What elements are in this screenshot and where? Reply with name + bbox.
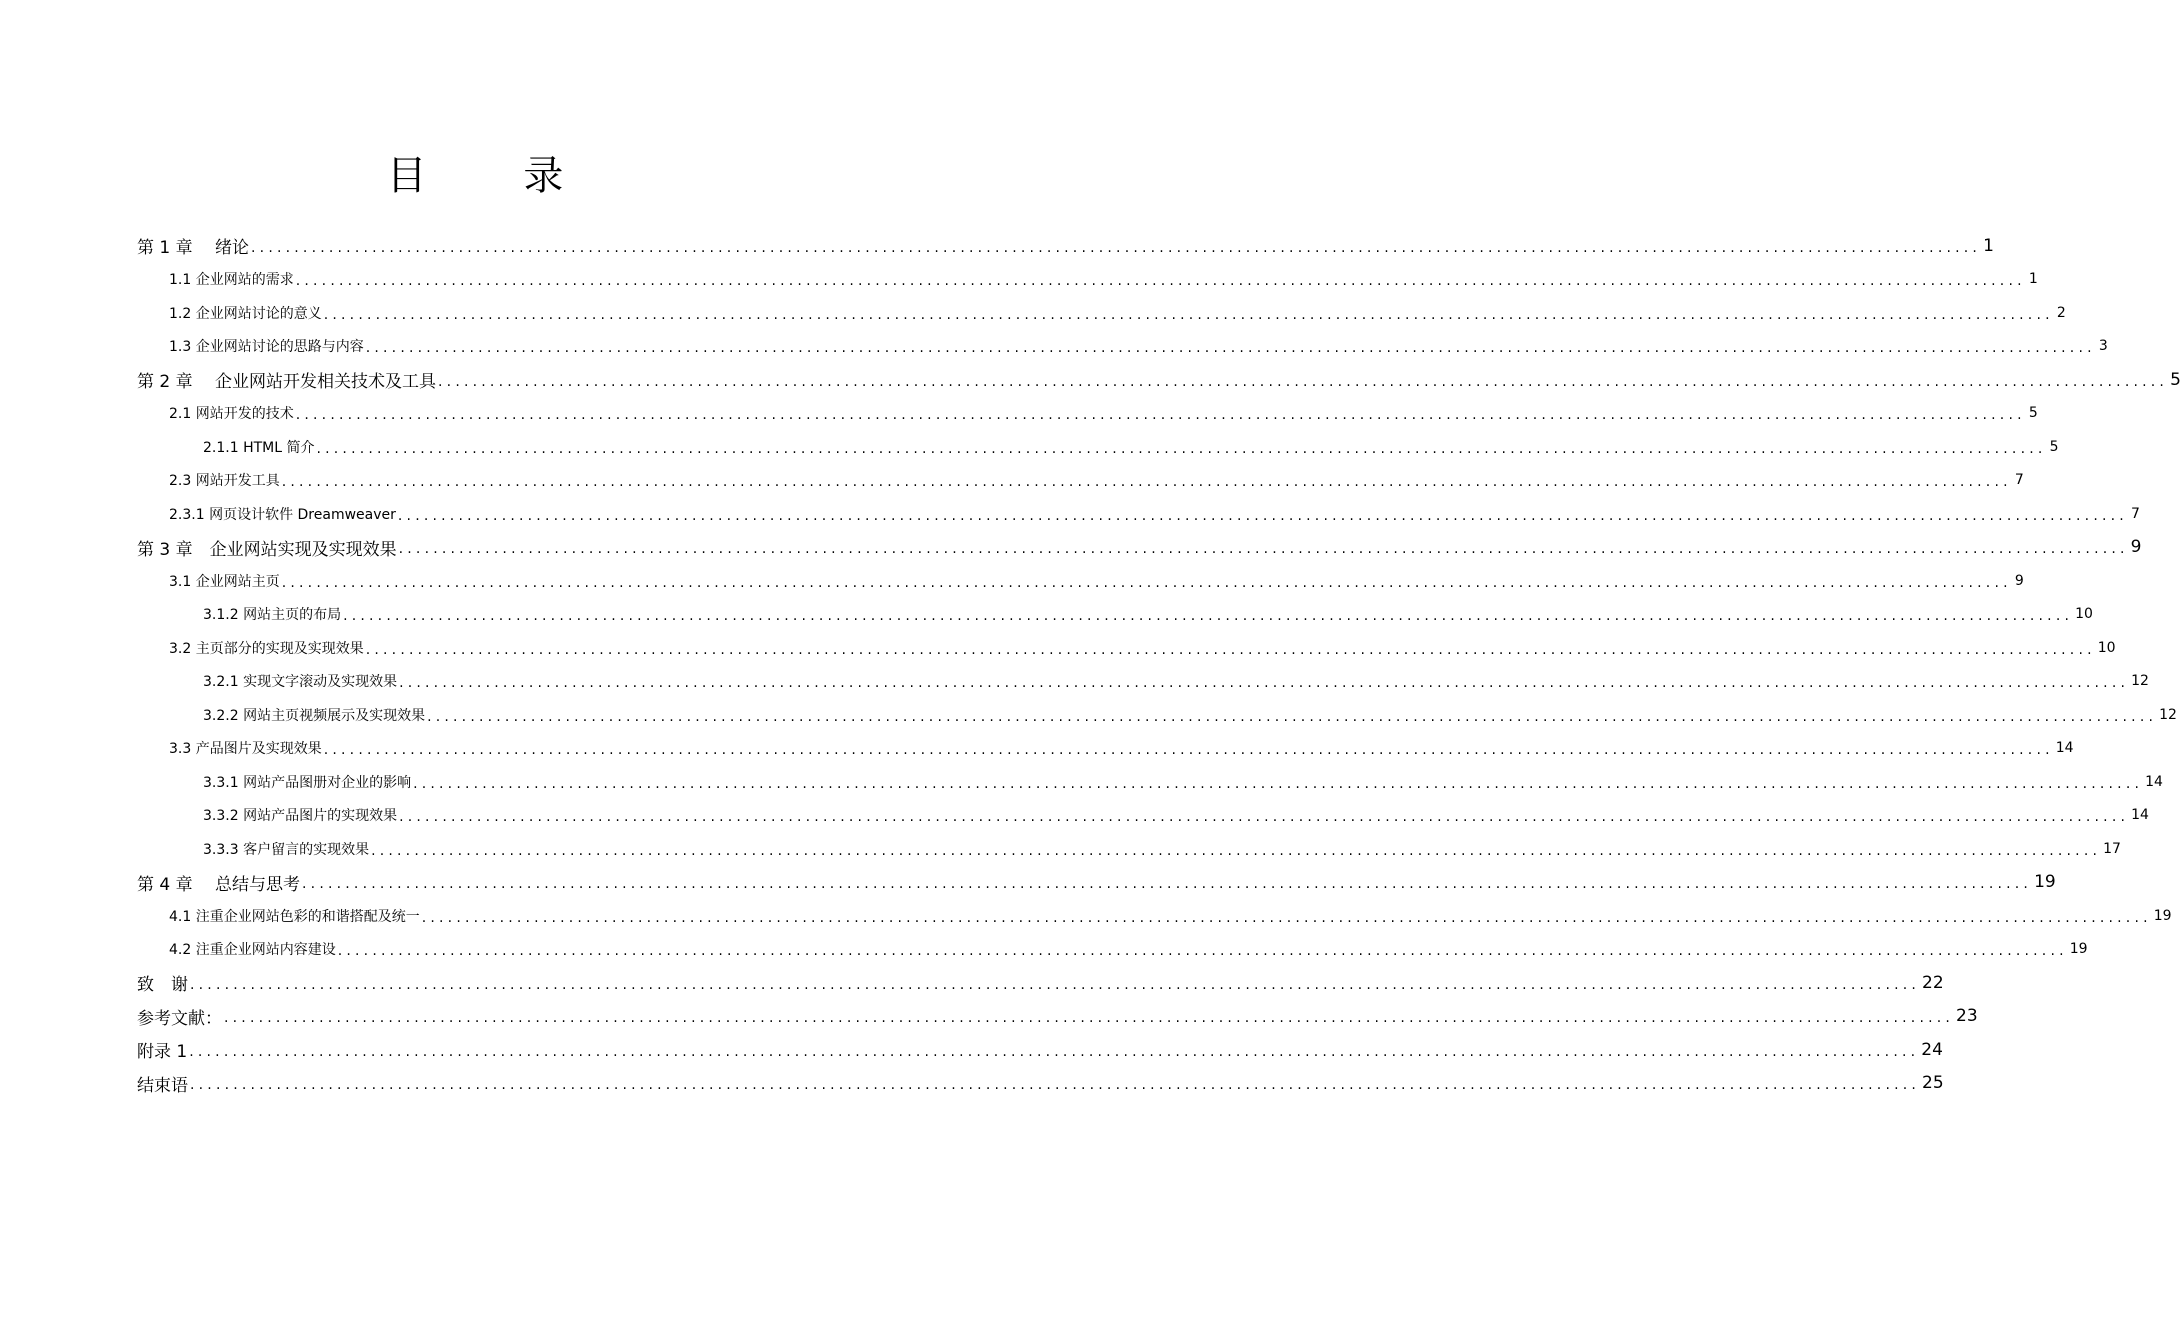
toc-page-number: 5 <box>2028 405 2038 422</box>
toc-entry[interactable] <box>137 832 2121 866</box>
toc-leader-dots: ........................................................................................................................................................................................................ <box>224 1010 1955 1027</box>
toc-leader-dots: ........................................................................................................................................................................................................ <box>323 742 2054 759</box>
toc-page-number: 19 <box>2153 907 2172 924</box>
toc-entry-text: 3.2 主页部分的实现及实现效果 <box>169 638 366 658</box>
toc-leader-dots: ........................................................................................................................................................................................................ <box>399 809 2130 826</box>
toc-entry[interactable] <box>137 263 2038 297</box>
toc-entry[interactable] <box>137 397 2038 431</box>
toc-entry-text: 3.3.1 网站产品图册对企业的影响 <box>203 772 413 792</box>
toc-page-number: 22 <box>1922 972 1944 993</box>
toc-entry-text: 4.1 注重企业网站色彩的和谐搭配及统一 <box>169 906 422 926</box>
toc-leader-dots: ........................................................................................................................................................................................................ <box>421 909 2152 926</box>
toc-entry-text: 第 2 章 企业网站开发相关技术及工具 <box>137 367 438 392</box>
toc-entry-text: 3.1.2 网站主页的布局 <box>203 604 343 624</box>
toc-entry[interactable] <box>137 330 2108 364</box>
toc-entry[interactable] <box>137 631 2116 665</box>
toc-leader-dots: ........................................................................................................................................................................................................ <box>427 708 2158 725</box>
toc-leader-dots: ........................................................................................................................................................................................................ <box>295 273 2026 290</box>
toc-entry-text: 第 4 章 总结与思考 <box>137 870 302 895</box>
toc-entry-text: 1.1 企业网站的需求 <box>169 269 296 289</box>
toc-page-number: 24 <box>1921 1039 1943 1060</box>
toc-page-number: 1 <box>2028 271 2038 288</box>
toc-page-number: 19 <box>2034 872 2056 893</box>
toc-entry[interactable] <box>137 464 2024 498</box>
toc-leader-dots: ........................................................................................................................................................................................................ <box>302 876 2033 893</box>
toc-page-number: 10 <box>2075 606 2093 623</box>
toc-entry[interactable] <box>137 1033 1943 1067</box>
toc-entry[interactable] <box>137 430 2059 464</box>
toc-entry-text: 3.1 企业网站主页 <box>169 571 282 591</box>
toc-leader-dots: ........................................................................................................................................................................................................ <box>190 976 1921 993</box>
toc-entry-text: 2.3 网站开发工具 <box>169 470 282 490</box>
toc-page-number: 9 <box>2130 537 2142 558</box>
toc-leader-dots: ........................................................................................................................................................................................................ <box>371 842 2102 859</box>
toc-page-number: 12 <box>2159 706 2177 723</box>
toc-entry-text: 第 3 章 企业网站实现及实现效果 <box>137 535 399 560</box>
toc-leader-dots: ........................................................................................................................................................................................................ <box>337 943 2068 960</box>
toc-leader-dots: ........................................................................................................................................................................................................ <box>399 675 2130 692</box>
toc-leader-dots: ........................................................................................................................................................................................................ <box>189 1043 1920 1060</box>
toc-entry-text: 2.1 网站开发的技术 <box>169 403 296 423</box>
toc-page-number: 1 <box>1983 235 1994 256</box>
toc-page-number: 19 <box>2069 941 2088 958</box>
toc-leader-dots: ........................................................................................................................................................................................................ <box>398 541 2129 558</box>
toc-page-number: 9 <box>2014 572 2024 589</box>
toc-page-number: 14 <box>2055 740 2074 757</box>
toc-leader-dots: ........................................................................................................................................................................................................ <box>413 775 2144 792</box>
toc-entry-text: 3.2.2 网站主页视频展示及实现效果 <box>203 705 427 725</box>
toc-leader-dots: ........................................................................................................................................................................................................ <box>281 574 2012 591</box>
toc-entry[interactable] <box>137 966 1944 1000</box>
toc-page-number: 5 <box>2170 369 2181 390</box>
toc-leader-dots: ........................................................................................................................................................................................................ <box>397 507 2128 524</box>
toc-leader-dots: ........................................................................................................................................................................................................ <box>438 373 2169 390</box>
toc-entry[interactable] <box>137 665 2149 699</box>
toc-page-number: 10 <box>2097 639 2116 656</box>
toc-page-number: 17 <box>2103 840 2121 857</box>
toc-entry[interactable] <box>137 933 2088 967</box>
toc-entry[interactable] <box>137 296 2066 330</box>
toc-entry[interactable] <box>137 363 2181 397</box>
toc-leader-dots: ........................................................................................................................................................................................................ <box>295 407 2026 424</box>
toc-entry-text: 4.2 注重企业网站内容建设 <box>169 939 338 959</box>
table-of-contents <box>137 229 2181 1100</box>
toc-page-number: 25 <box>1922 1073 1944 1094</box>
toc-page-number: 23 <box>1956 1006 1978 1027</box>
toc-entry-text: 1.3 企业网站讨论的思路与内容 <box>169 336 366 356</box>
toc-page-number: 3 <box>2098 338 2108 355</box>
toc-entry[interactable] <box>137 899 2172 933</box>
toc-leader-dots: ........................................................................................................................................................................................................ <box>365 340 2096 357</box>
toc-page-number: 5 <box>2049 438 2059 455</box>
toc-entry[interactable] <box>137 866 2056 900</box>
toc-leader-dots: ........................................................................................................................................................................................................ <box>251 239 1982 256</box>
toc-entry-text: 2.1.1 HTML 简介 <box>203 437 316 457</box>
toc-page-number: 2 <box>2056 304 2066 321</box>
toc-entry-text: 附录 1 <box>137 1037 189 1062</box>
toc-leader-dots: ........................................................................................................................................................................................................ <box>190 1077 1921 1094</box>
toc-entry[interactable] <box>137 1067 1944 1101</box>
toc-page-number: 7 <box>2014 472 2024 489</box>
toc-entry-text: 1.2 企业网站讨论的意义 <box>169 303 324 323</box>
toc-page-number: 7 <box>2131 505 2140 522</box>
toc-leader-dots: ........................................................................................................................................................................................................ <box>365 641 2096 658</box>
toc-entry[interactable] <box>137 732 2074 766</box>
toc-entry-text: 结束语 <box>137 1071 190 1096</box>
toc-entry-text: 3.3.2 网站产品图片的实现效果 <box>203 805 399 825</box>
toc-entry-text: 3.3.3 客户留言的实现效果 <box>203 839 371 859</box>
toc-entry-text: 2.3.1 网页设计软件 Dreamweaver <box>169 504 398 524</box>
toc-leader-dots: ........................................................................................................................................................................................................ <box>343 608 2074 625</box>
toc-page-number: 14 <box>2145 773 2163 790</box>
toc-page-number: 12 <box>2131 673 2149 690</box>
toc-entry-text: 3.2.1 实现文字滚动及实现效果 <box>203 671 399 691</box>
toc-entry-text: 3.3 产品图片及实现效果 <box>169 738 324 758</box>
toc-entry-text: 第 1 章 绪论 <box>137 233 251 258</box>
toc-entry-text: 参考文献： <box>137 1004 224 1029</box>
toc-entry[interactable] <box>137 799 2149 833</box>
toc-entry[interactable] <box>137 765 2163 799</box>
toc-entry[interactable] <box>137 598 2093 632</box>
toc-entry[interactable] <box>137 698 2177 732</box>
toc-entry[interactable] <box>137 229 1994 263</box>
toc-leader-dots: ........................................................................................................................................................................................................ <box>323 306 2054 323</box>
toc-entry[interactable] <box>137 1000 1978 1034</box>
toc-entry[interactable] <box>137 531 2142 565</box>
toc-leader-dots: ........................................................................................................................................................................................................ <box>316 440 2047 457</box>
toc-entry[interactable] <box>137 564 2024 598</box>
toc-entry[interactable] <box>137 497 2140 531</box>
toc-page-number: 14 <box>2131 807 2149 824</box>
toc-entry-text: 致 谢 <box>137 970 190 995</box>
page-title: 目 录 <box>386 153 606 199</box>
toc-leader-dots: ........................................................................................................................................................................................................ <box>281 474 2012 491</box>
